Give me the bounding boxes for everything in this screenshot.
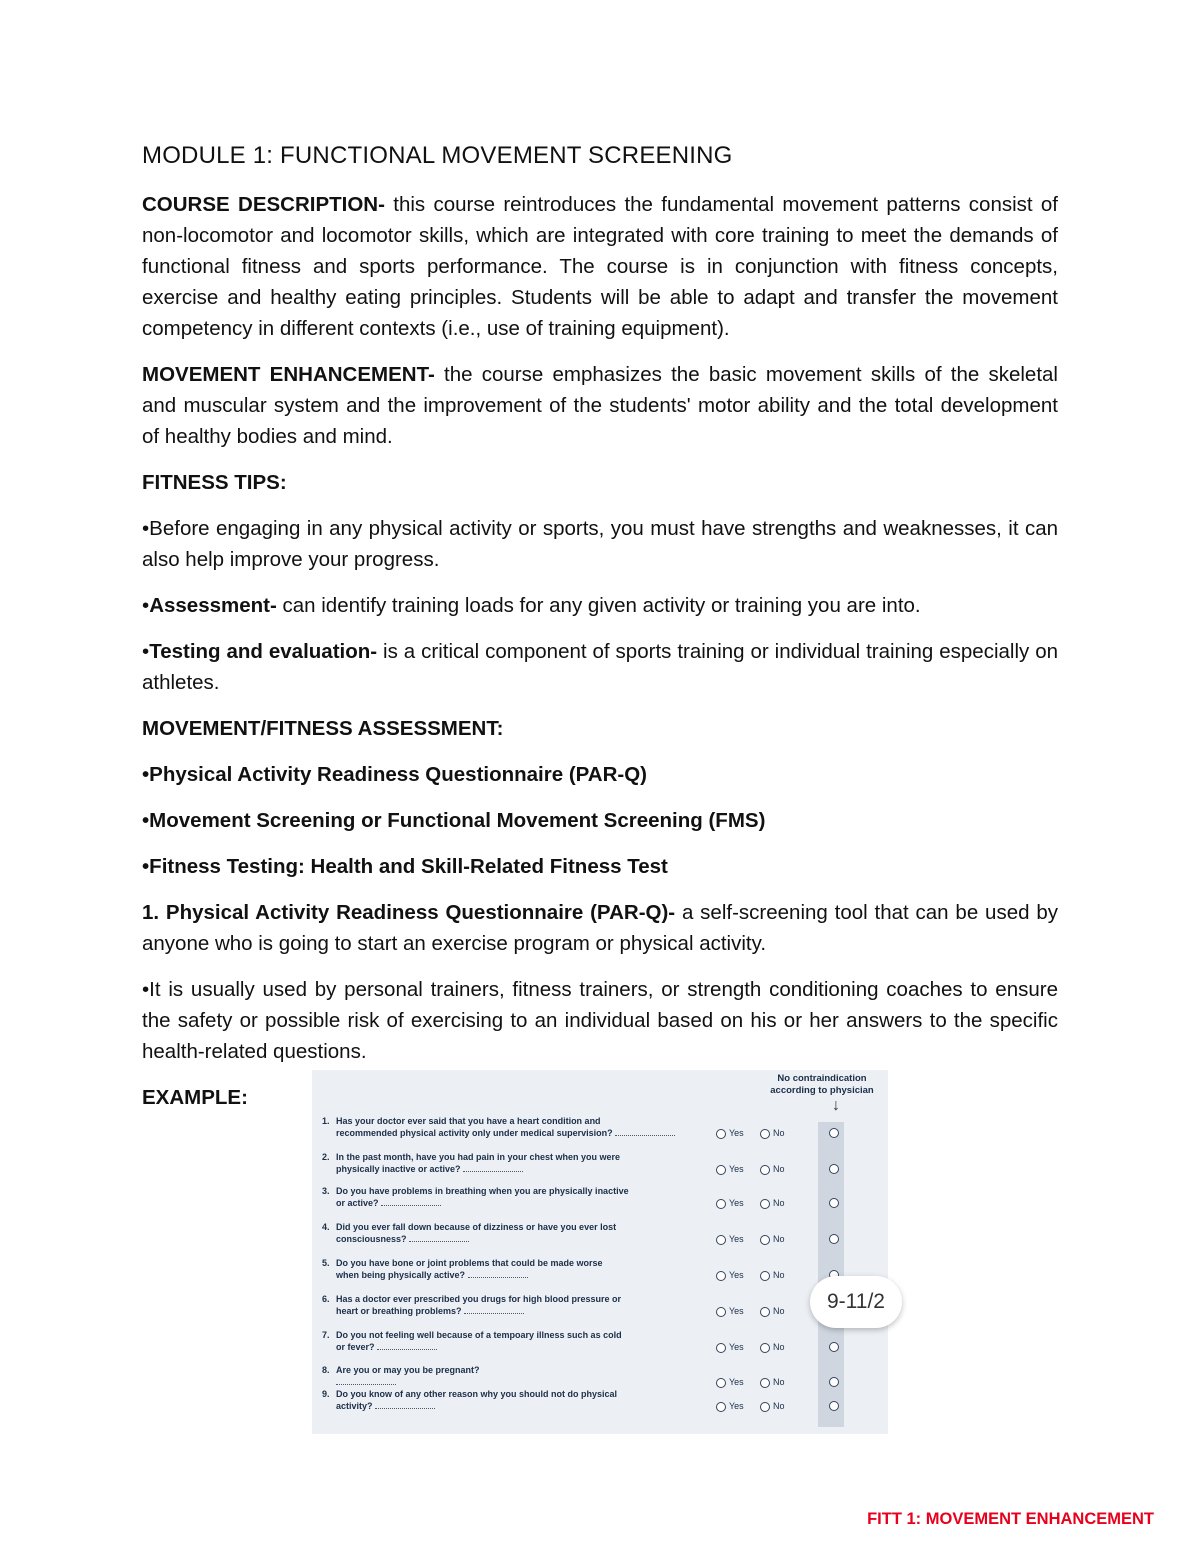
- yes-option[interactable]: Yes: [716, 1342, 744, 1353]
- yes-option[interactable]: Yes: [716, 1198, 744, 1209]
- question-number: 1.: [322, 1116, 330, 1126]
- question-text: Do you not feeling well because of a tempoary illness such as cold or fever?: [336, 1330, 622, 1352]
- parq-label: 1. Physical Activity Readiness Questionnaire (PAR-Q)-: [142, 901, 676, 924]
- fitness-tip-1: •Before engaging in any physical activity or sports, you must have strengths and weaknesses, it can also help improve your progress.: [142, 517, 1058, 571]
- example-section: [142, 1073, 1058, 1462]
- question-number: 8.: [322, 1365, 330, 1375]
- yes-option[interactable]: Yes: [716, 1306, 744, 1317]
- page-indicator-badge[interactable]: 9-11/2: [810, 1276, 902, 1328]
- down-arrow-icon: ↓: [832, 1097, 840, 1114]
- radio-icon[interactable]: [716, 1402, 726, 1412]
- radio-icon[interactable]: [716, 1235, 726, 1245]
- yes-option[interactable]: Yes: [716, 1270, 744, 1281]
- no-option[interactable]: No: [760, 1128, 785, 1139]
- question-text: In the past month, have you had pain in your chest when you were physically inactive or active?: [336, 1152, 621, 1174]
- radio-icon[interactable]: [716, 1307, 726, 1317]
- question-number: 2.: [322, 1152, 330, 1162]
- fitness-tip-2-label: Assessment-: [149, 594, 277, 617]
- example-label: EXAMPLE:: [142, 1086, 248, 1109]
- course-description-text: this course reintroduces the fundamental movement patterns consist of non-locomotor and locomotor skills, which are integrated with core training to meet the demands of functional fitness and sports performance. The course is in conjunction with fitness concepts, exercise and healthy eating principles. Students will be able to adapt and transfer the movement competency in different contexts (i.e., use of training equipment).: [142, 193, 1058, 340]
- document-page: [142, 140, 1058, 1462]
- radio-icon[interactable]: [760, 1235, 770, 1245]
- no-option[interactable]: No: [760, 1198, 785, 1209]
- question-text: Are you or may you be pregnant?: [336, 1365, 681, 1388]
- radio-icon[interactable]: [760, 1378, 770, 1388]
- radio-icon[interactable]: [716, 1129, 726, 1139]
- yes-option[interactable]: Yes: [716, 1164, 744, 1175]
- physician-option[interactable]: [829, 1164, 839, 1174]
- question-text: Do you know of any other reason why you should not do physical activity?: [336, 1389, 618, 1411]
- radio-icon[interactable]: [829, 1377, 839, 1387]
- questionnaire-row: [322, 1152, 882, 1186]
- no-option[interactable]: No: [760, 1164, 785, 1175]
- assessment-item: •Movement Screening or Functional Movement Screening (FMS): [142, 809, 766, 832]
- questionnaire-row: [322, 1330, 882, 1364]
- question-text: Did you ever fall down because of dizziness or have you ever lost consciousness?: [336, 1222, 617, 1244]
- radio-icon[interactable]: [716, 1343, 726, 1353]
- parq-form-image: [312, 1070, 888, 1434]
- question-number: 7.: [322, 1330, 330, 1340]
- parq-text: a self-screening tool that can be used by anyone who is going to start an exercise program or physical activity.: [142, 901, 1058, 955]
- no-option[interactable]: No: [760, 1306, 785, 1317]
- radio-icon[interactable]: [829, 1128, 839, 1138]
- radio-icon[interactable]: [716, 1271, 726, 1281]
- question-text: Do you have bone or joint problems that could be made worse when being physically active?: [336, 1258, 603, 1280]
- question-number: 5.: [322, 1258, 330, 1268]
- questionnaire-row: [322, 1186, 882, 1220]
- question-number: 6.: [322, 1294, 330, 1304]
- course-description-label: COURSE DESCRIPTION-: [142, 193, 385, 216]
- fitness-tip-3-label: Testing and evaluation-: [149, 640, 378, 663]
- question-text: Do you have problems in breathing when you are physically inactive or active?: [336, 1186, 629, 1208]
- radio-icon[interactable]: [760, 1402, 770, 1412]
- radio-icon[interactable]: [829, 1164, 839, 1174]
- physician-option[interactable]: [829, 1128, 839, 1138]
- radio-icon[interactable]: [716, 1199, 726, 1209]
- parq-note: •It is usually used by personal trainers, fitness trainers, or strength conditioning coaches to ensure the safety or possible risk of exercising to an individual based on his or her answers to the specific health-related questions.: [142, 978, 1058, 1063]
- questionnaire-row: [322, 1389, 882, 1423]
- radio-icon[interactable]: [716, 1378, 726, 1388]
- no-option[interactable]: No: [760, 1401, 785, 1412]
- radio-icon[interactable]: [829, 1198, 839, 1208]
- radio-icon[interactable]: [760, 1129, 770, 1139]
- radio-icon[interactable]: [760, 1343, 770, 1353]
- page-title: MODULE 1: FUNCTIONAL MOVEMENT SCREENING: [142, 142, 733, 169]
- course-description-paragraph: [142, 189, 1058, 344]
- no-option[interactable]: No: [760, 1342, 785, 1353]
- assessment-heading: MOVEMENT/FITNESS ASSESSMENT:: [142, 717, 504, 740]
- question-text: Has a doctor ever prescribed you drugs for high blood pressure or heart or breathing problems?: [336, 1294, 622, 1316]
- yes-option[interactable]: Yes: [716, 1128, 744, 1139]
- parq-paragraph: [142, 897, 1058, 959]
- yes-option[interactable]: Yes: [716, 1234, 744, 1245]
- radio-icon[interactable]: [760, 1199, 770, 1209]
- no-option[interactable]: No: [760, 1234, 785, 1245]
- movement-enhancement-paragraph: [142, 359, 1058, 452]
- page-footer: FITT 1: MOVEMENT ENHANCEMENT: [867, 1510, 1154, 1528]
- fitness-tip-2: •Assessment- can identify training loads for any given activity or training you are into.: [142, 594, 921, 617]
- physician-option[interactable]: [829, 1234, 839, 1244]
- radio-icon[interactable]: [829, 1234, 839, 1244]
- question-text: Has your doctor ever said that you have a heart condition and recommended physical activity only under medical supervision?: [336, 1116, 681, 1139]
- yes-option[interactable]: Yes: [716, 1377, 744, 1388]
- assessment-item: •Physical Activity Readiness Questionnaire (PAR-Q): [142, 763, 648, 786]
- radio-icon[interactable]: [829, 1342, 839, 1352]
- physician-option[interactable]: [829, 1342, 839, 1352]
- physician-option[interactable]: [829, 1377, 839, 1387]
- form-column-header: No contraindication according to physician: [770, 1073, 874, 1096]
- no-option[interactable]: No: [760, 1377, 785, 1388]
- yes-option[interactable]: Yes: [716, 1401, 744, 1412]
- questionnaire-row: [322, 1116, 882, 1150]
- movement-enhancement-text: the course emphasizes the basic movement skills of the skeletal and muscular system and the improvement of the students' motor ability and the total development of healthy bodies and mind.: [142, 363, 1058, 448]
- physician-option[interactable]: [829, 1401, 839, 1411]
- question-number: 9.: [322, 1389, 330, 1399]
- questionnaire-row: [322, 1294, 882, 1328]
- radio-icon[interactable]: [760, 1271, 770, 1281]
- radio-icon[interactable]: [716, 1165, 726, 1175]
- questionnaire-row: [322, 1222, 882, 1256]
- radio-icon[interactable]: [829, 1401, 839, 1411]
- assessment-item: •Fitness Testing: Health and Skill-Related Fitness Test: [142, 855, 668, 878]
- question-number: 4.: [322, 1222, 330, 1232]
- questionnaire-row: [322, 1258, 882, 1292]
- radio-icon[interactable]: [760, 1307, 770, 1317]
- question-number: 3.: [322, 1186, 330, 1196]
- physician-option[interactable]: [829, 1198, 839, 1208]
- fitness-tip-3: •Testing and evaluation- is a critical component of sports training or individual training especially on athletes.: [142, 640, 1059, 694]
- fitness-tips-heading: FITNESS TIPS:: [142, 471, 287, 494]
- radio-icon[interactable]: [760, 1165, 770, 1175]
- movement-enhancement-label: MOVEMENT ENHANCEMENT-: [142, 363, 435, 386]
- no-option[interactable]: No: [760, 1270, 785, 1281]
